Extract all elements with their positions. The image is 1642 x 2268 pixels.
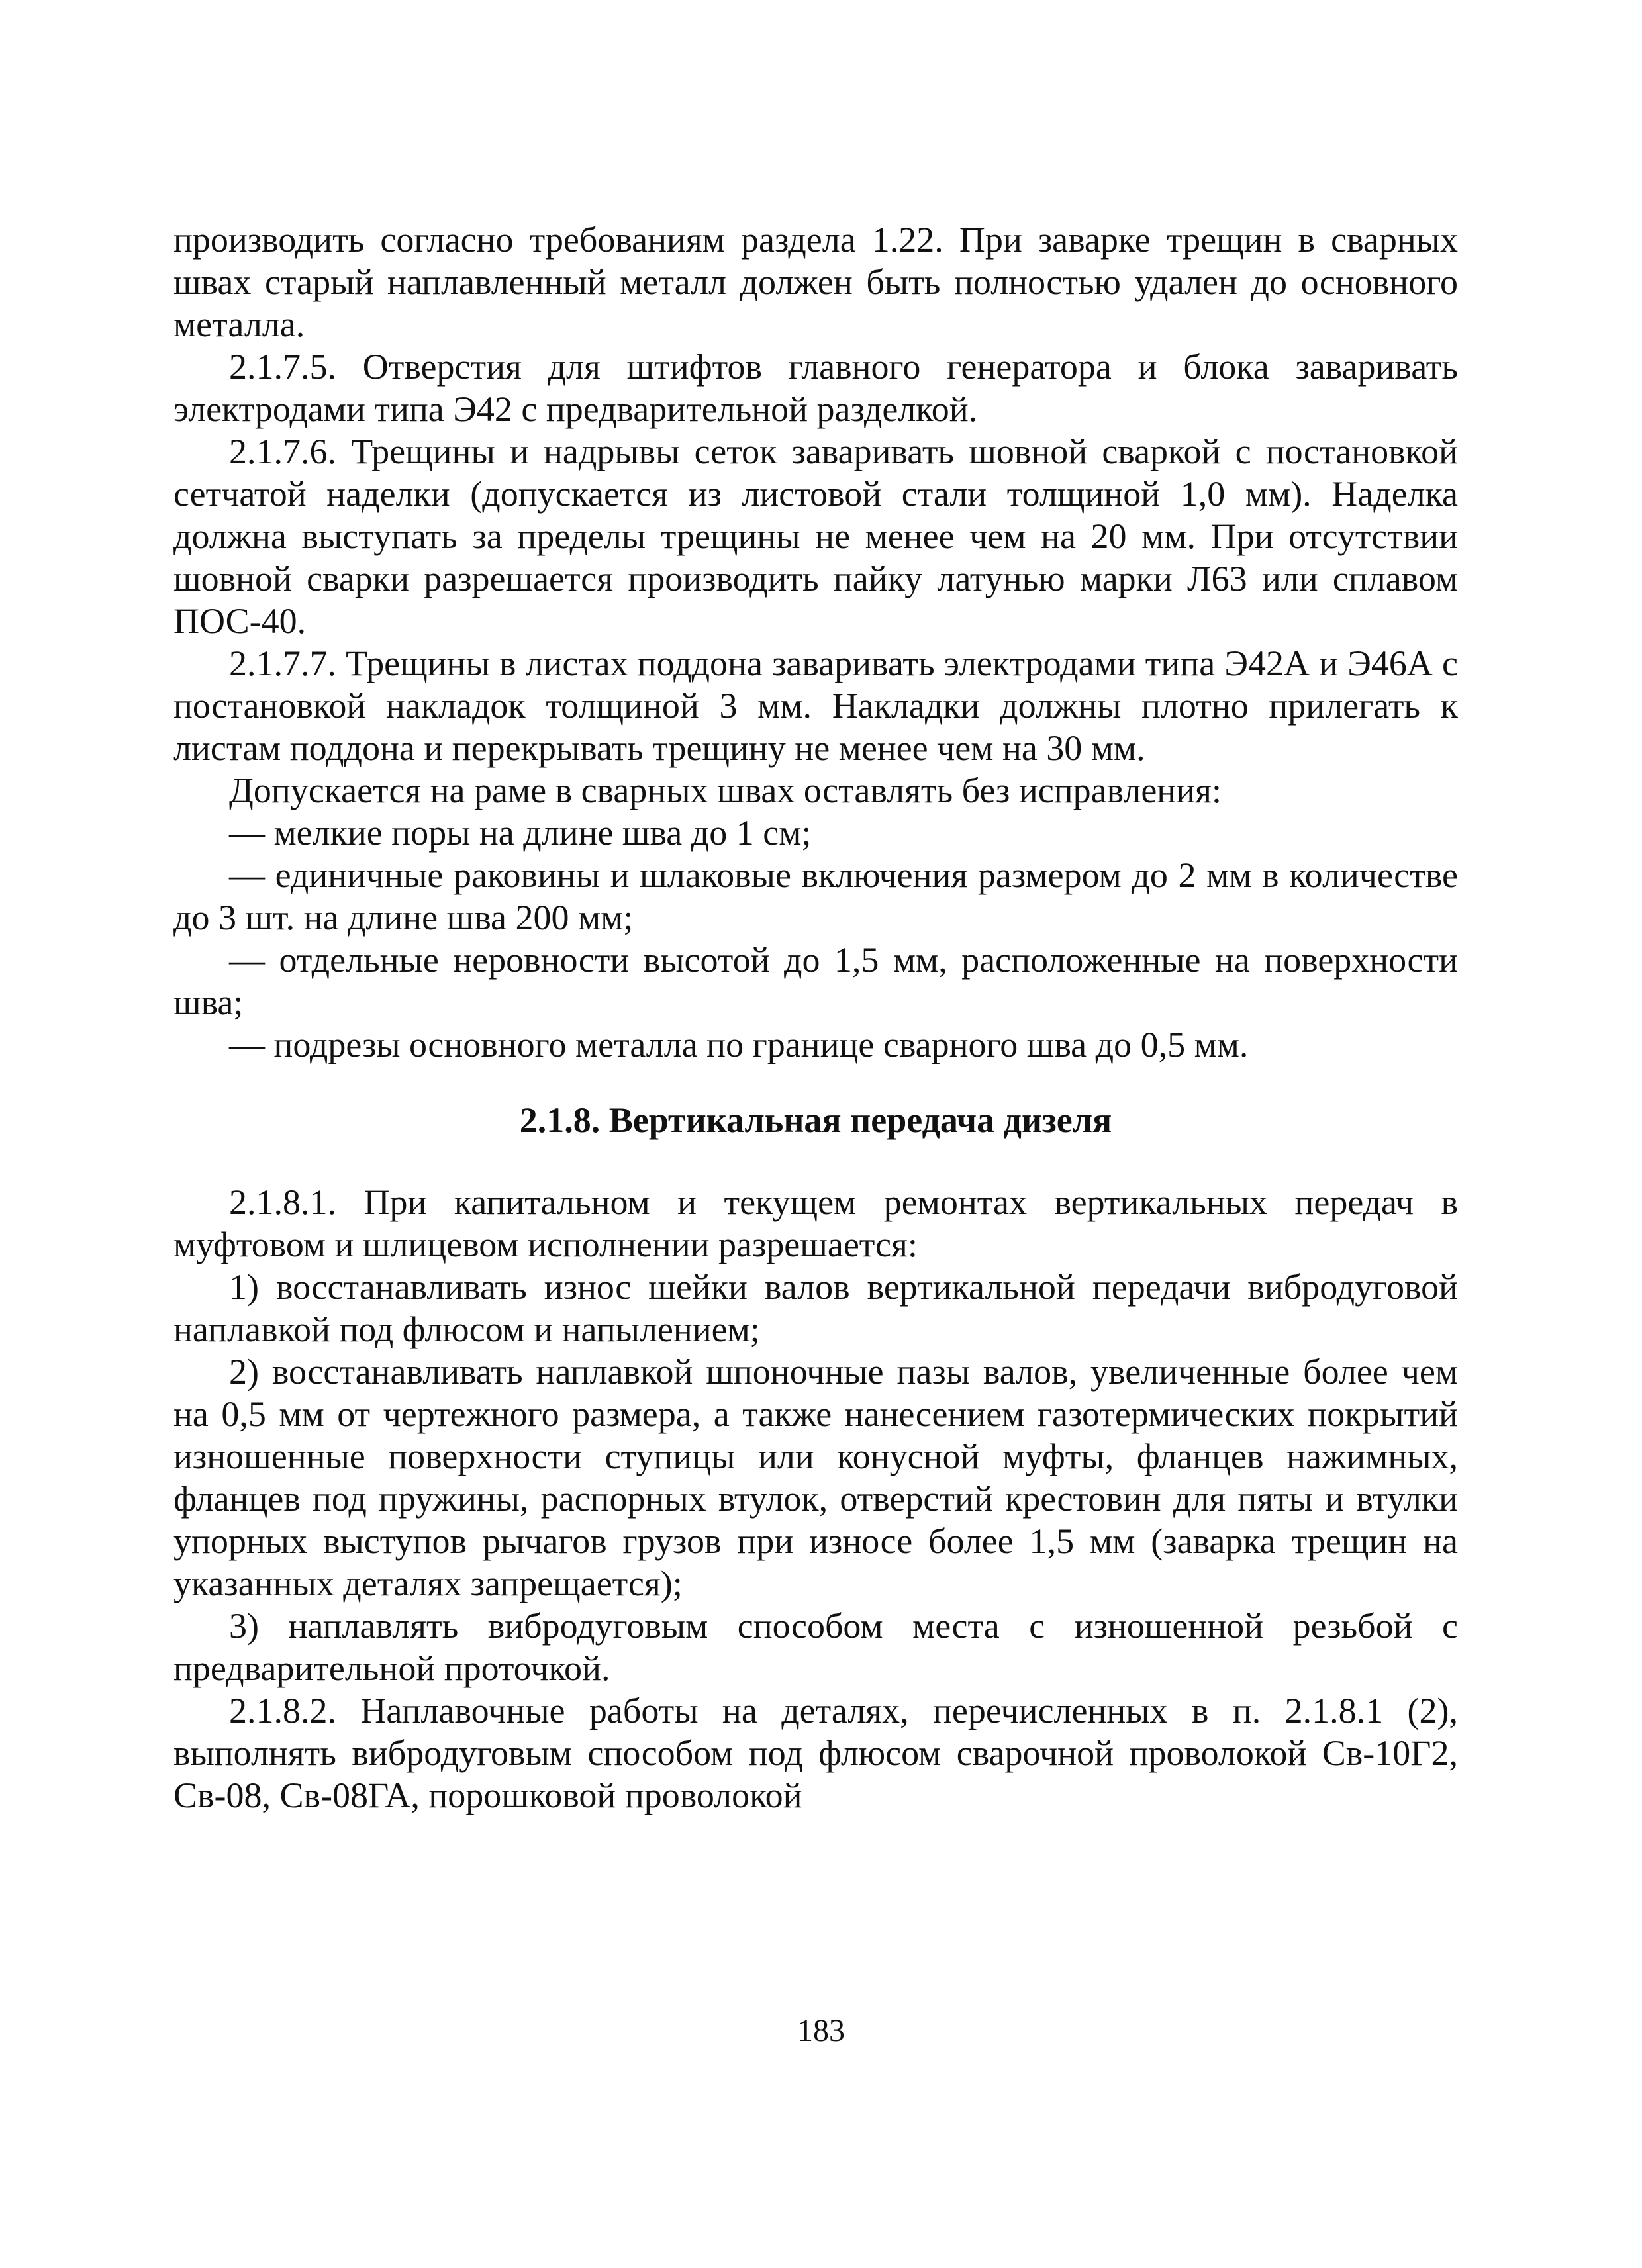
paragraph-continuation: производить согласно требованиям раздела 1.22. При заварке трещин в сварных швах старый наплавленный металл должен быть полностью удален до основного металла. xyxy=(173,220,1458,344)
list-item-pores: — мелкие поры на длине шва до 1 см; xyxy=(229,813,812,853)
list-item-1: 1) восстанавливать износ шейки валов вертикальной передачи вибродуговой наплавкой под флюсом и напылением; xyxy=(173,1267,1458,1349)
list-item-unevenness: — отдельные неровности высотой до 1,5 мм, расположенные на поверхности шва; xyxy=(173,940,1458,1022)
body-text xyxy=(173,218,1458,1817)
list-item-2: 2) восстанавливать наплавкой шпоночные пазы валов, увеличенные более чем на 0,5 мм от чертежного размера, а также нанесением газотермических покрытий изношенные поверхности ступицы или конусной муфты, фланцев нажимных, фланцев под пружины, распорных втулок, отверстий крестовин для пяты и втулки упорных выступов рычагов грузов при износе более 1,5 мм (заварка трещин на указанных деталях запрещается); xyxy=(173,1352,1458,1603)
page-number: 183 xyxy=(797,2013,845,2048)
section-heading: 2.1.8. Вертикальная передача дизеля xyxy=(519,1100,1112,1140)
paragraph-2-1-8-1: 2.1.8.1. При капитальном и текущем ремонтах вертикальных передач в муфтовом и шлицевом исполнении разрешается: xyxy=(173,1182,1458,1264)
paragraph-2-1-7-5: 2.1.7.5. Отверстия для штифтов главного генератора и блока заваривать электродами типа Э42 с предварительной разделкой. xyxy=(173,347,1458,429)
list-item-3: 3) наплавлять вибродуговым способом места с изношенной резьбой с предварительной проточкой. xyxy=(173,1606,1458,1688)
list-item-undercuts: — подрезы основного металла по границе сварного шва до 0,5 мм. xyxy=(229,1025,1249,1064)
paragraph-allowed-defects: Допускается на раме в сварных швах оставлять без исправления: xyxy=(229,771,1222,810)
list-item-cavities: — единичные раковины и шлаковые включения размером до 2 мм в количестве до 3 шт. на длине шва 200 мм; xyxy=(173,855,1458,937)
paragraph-2-1-8-2: 2.1.8.2. Наплавочные работы на деталях, перечисленных в п. 2.1.8.1 (2), выполнять вибродуговым способом под флюсом сварочной проволокой Св-10Г2, Св-08, Св-08ГА, порошковой проволокой xyxy=(173,1691,1458,1815)
paragraph-2-1-7-7: 2.1.7.7. Трещины в листах поддона заваривать электродами типа Э42А и Э46А с постановкой накладок толщиной 3 мм. Накладки должны плотно прилегать к листам поддона и перекрывать трещину не менее чем на 30 мм. xyxy=(173,643,1458,768)
paragraph-2-1-7-6: 2.1.7.6. Трещины и надрывы сеток заваривать шовной сваркой с постановкой сетчатой наделки (допускается из листовой стали толщиной 1,0 мм). Наделка должна выступать за пределы трещины не менее чем на 20 мм. При отсутствии шовной сварки разрешается производить пайку латунью марки Л63 или сплавом ПОС-40. xyxy=(173,432,1458,641)
